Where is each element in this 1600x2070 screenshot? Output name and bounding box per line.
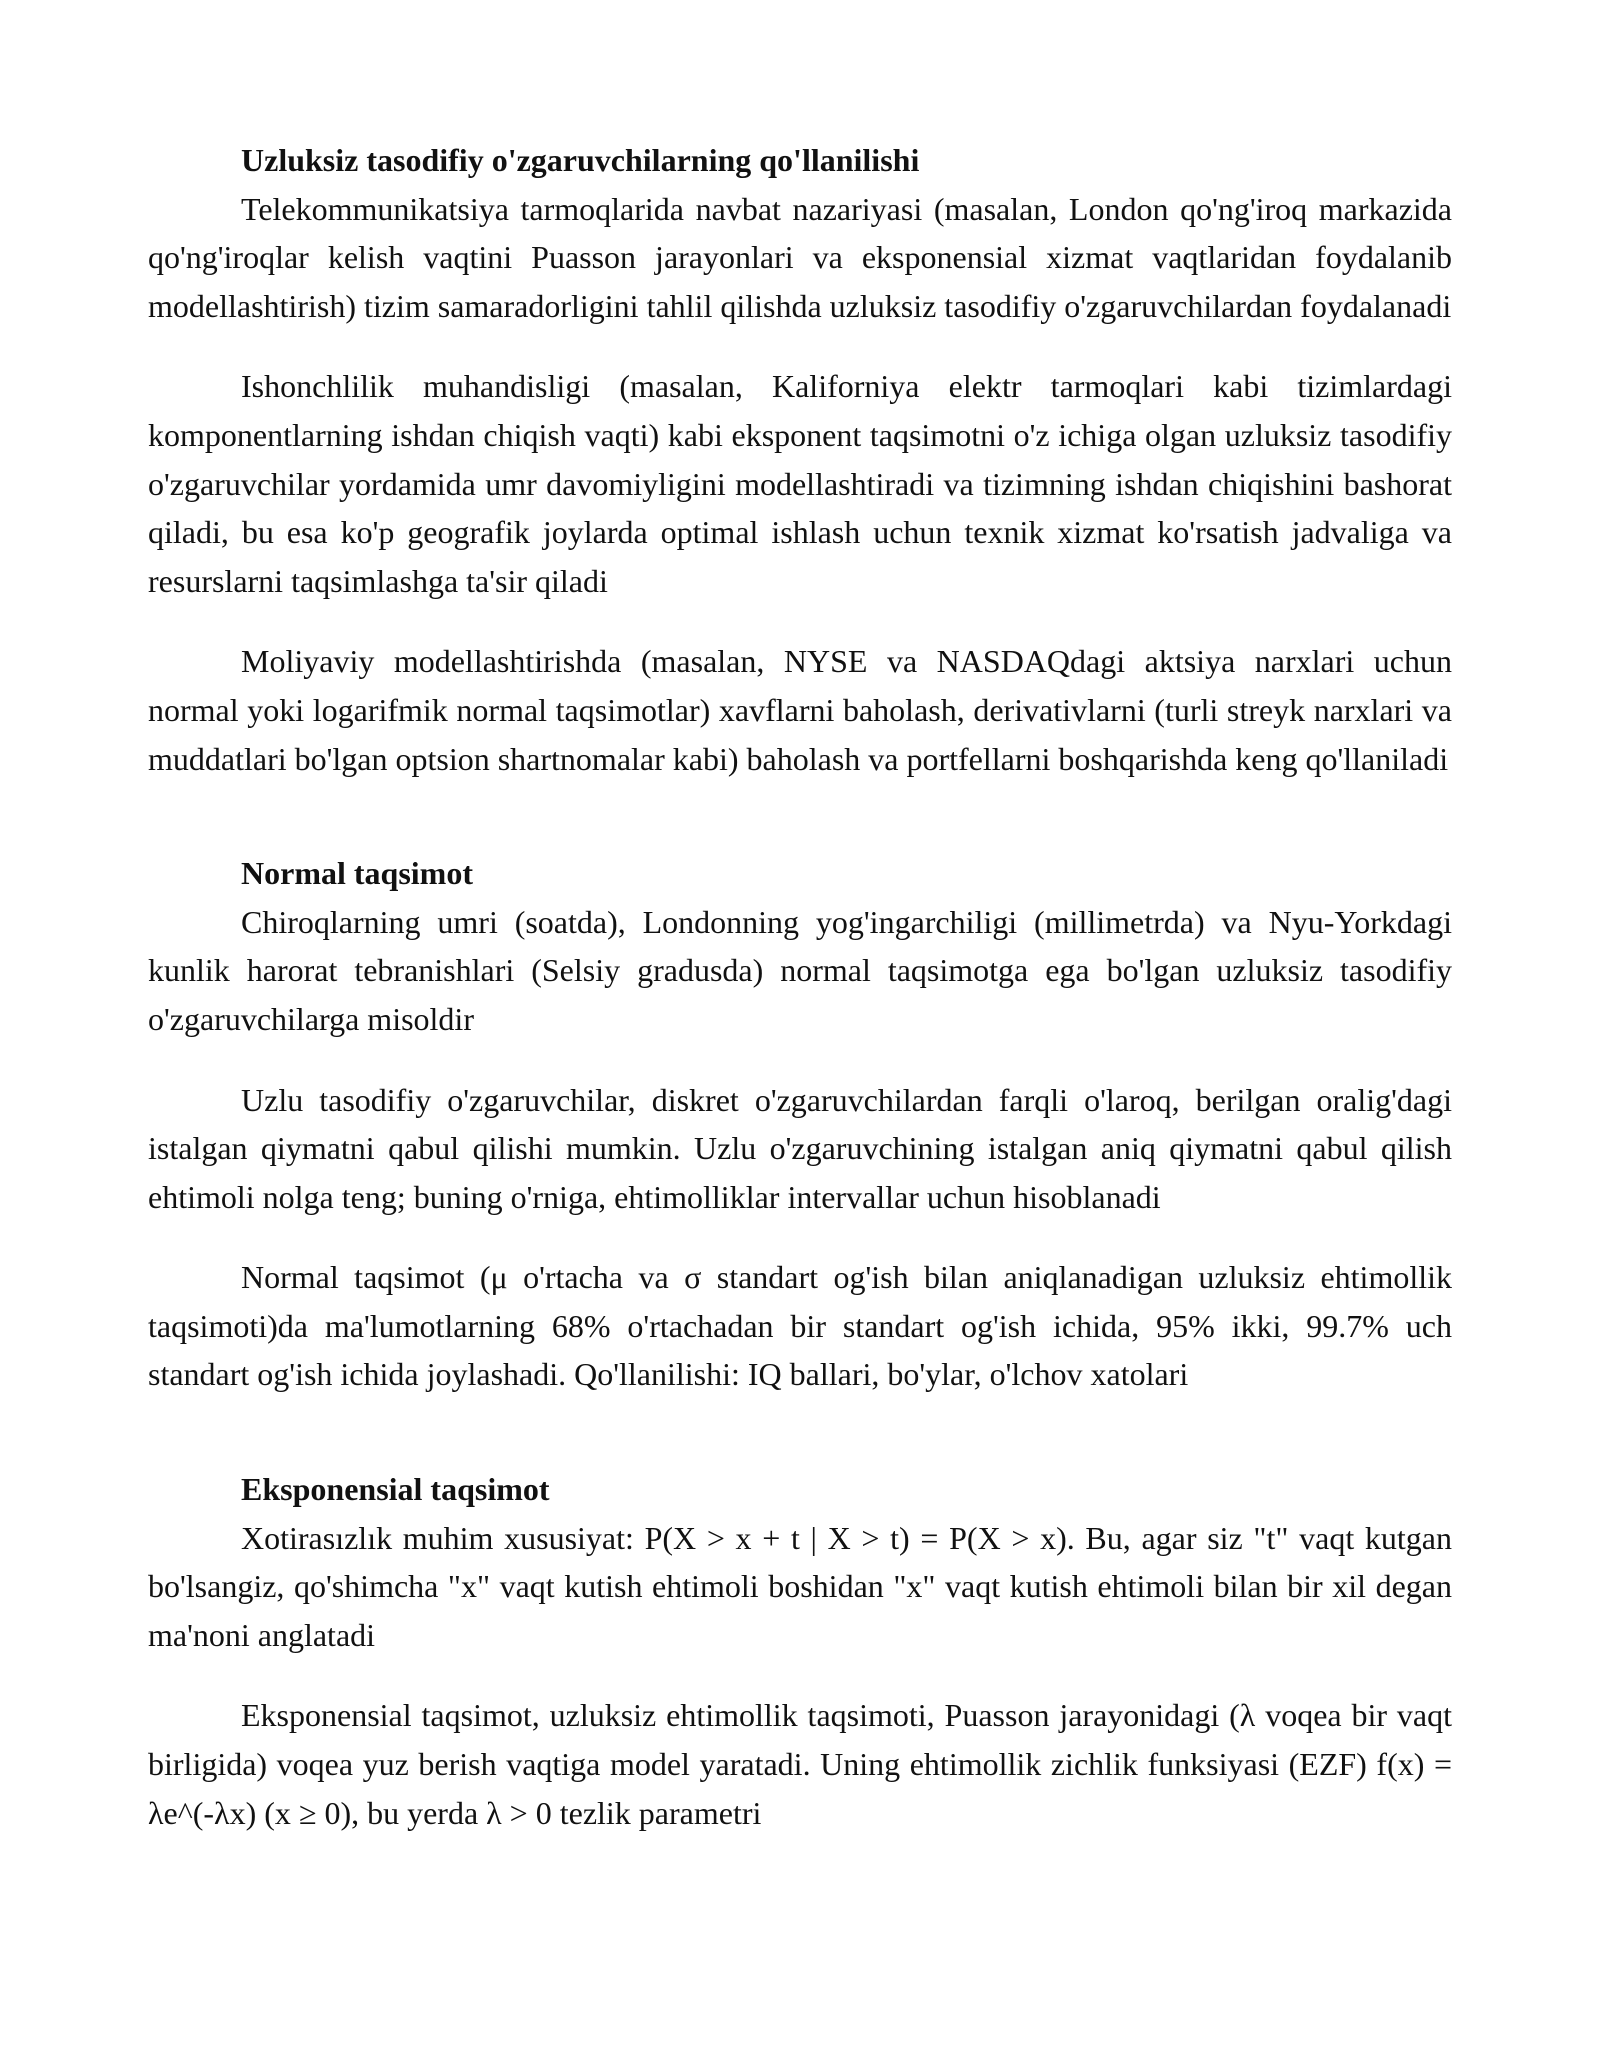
paragraph: Moliyaviy modellashtirishda (masalan, NYSE va NASDAQdagi aktsiya narxlari uchun normal yoki logarifmik normal taqsimotlar) xavflarni baholash, derivativlarni (turli streyk narxlari va muddatlari bo'lgan optsion shartnomalar kabi) baholash va portfellarni boshqarishda keng qo'llaniladi bbox=[148, 643, 1452, 777]
paragraph: Chiroqlarning umri (soatda), Londonning yog'ingarchiligi (millimetrda) va Nyu-Yorkdagi kunlik harorat tebranishlari (Selsiy gradusda) normal taqsimotga ega bo'lgan uzluksiz tasodifiy o'zgaruvchilarga misoldir bbox=[148, 903, 1452, 1037]
paragraph: Ishonchlilik muhandisligi (masalan, Kaliforniya elektr tarmoqlari kabi tizimlardagi komponentlarning ishdan chiqish vaqti) kabi eksponent taqsimotni o'z ichiga olgan uzluksiz tasodifiy o'zgaruvchilar yordamida umr davomiyligini modellashtiradi va tizimning ishdan chiqishini bashorat qiladi, bu esa ko'p geografik joylarda optimal ishlash uchun texnik xizmat ko'rsatish jadvaliga va resurslarni taqsimlashga ta'sir qiladi bbox=[148, 368, 1452, 599]
paragraph: Uzlu tasodifiy o'zgaruvchilar, diskret o'zgaruvchilardan farqli o'laroq, berilgan oralig'dagi istalgan qiymatni qabul qilishi mumkin. Uzlu o'zgaruvchining istalgan aniq qiymatni qabul qilish ehtimoli nolga teng; buning o'rniga, ehtimolliklar intervallar uchun hisoblanadi bbox=[148, 1081, 1452, 1215]
paragraph: Xotirasızlık muhim xususiyat: P(X > x + t | X > t) = P(X > x). Bu, agar siz "t" vaqt kutgan bo'lsangiz, qo'shimcha "x" vaqt kutish ehtimoli boshidan "x" vaqt kutish ehtimoli bilan bir xil degan ma'noni anglatadi bbox=[148, 1519, 1452, 1653]
section-spacer bbox=[148, 1431, 1452, 1465]
section-applications bbox=[148, 136, 1452, 783]
section-heading: Uzluksiz tasodifiy o'zgaruvchilarning qo'llanilishi bbox=[241, 142, 920, 178]
section-normal-distribution bbox=[148, 849, 1452, 1399]
section-heading: Normal taqsimot bbox=[241, 855, 473, 892]
section-exponential-distribution bbox=[148, 1465, 1452, 1837]
paragraph: Telekommunikatsiya tarmoqlarida navbat nazariyasi (masalan, London qo'ng'iroq markazida qo'ng'iroqlar kelish vaqtini Puasson jarayonlari va eksponensial xizmat vaqtlaridan foydalanib modellashtirish) tizim samaradorligini tahlil qilishda uzluksiz tasodifiy o'zgaruvchilardan foydalanadi bbox=[148, 190, 1452, 324]
section-spacer bbox=[148, 815, 1452, 849]
document-page bbox=[148, 136, 1452, 1869]
paragraph: Eksponensial taqsimot, uzluksiz ehtimollik taqsimoti, Puasson jarayonidagi (λ voqea bir vaqt birligida) voqea yuz berish vaqtiga model yaratadi. Uning ehtimollik zichlik funksiyasi (EZF) f(x) = λe^(-λx) (x ≥ 0), bu yerda λ > 0 tezlik parametri bbox=[148, 1697, 1452, 1831]
paragraph: Normal taqsimot (μ o'rtacha va σ standart og'ish bilan aniqlanadigan uzluksiz ehtimollik taqsimoti)da ma'lumotlarning 68% o'rtachadan bir standart og'ish ichida, 95% ikki, 99.7% uch standart og'ish ichida joylashadi. Qo'llanilishi: IQ ballari, bo'ylar, o'lchov xatolari bbox=[148, 1259, 1452, 1393]
section-heading: Eksponensial taqsimot bbox=[241, 1471, 550, 1508]
